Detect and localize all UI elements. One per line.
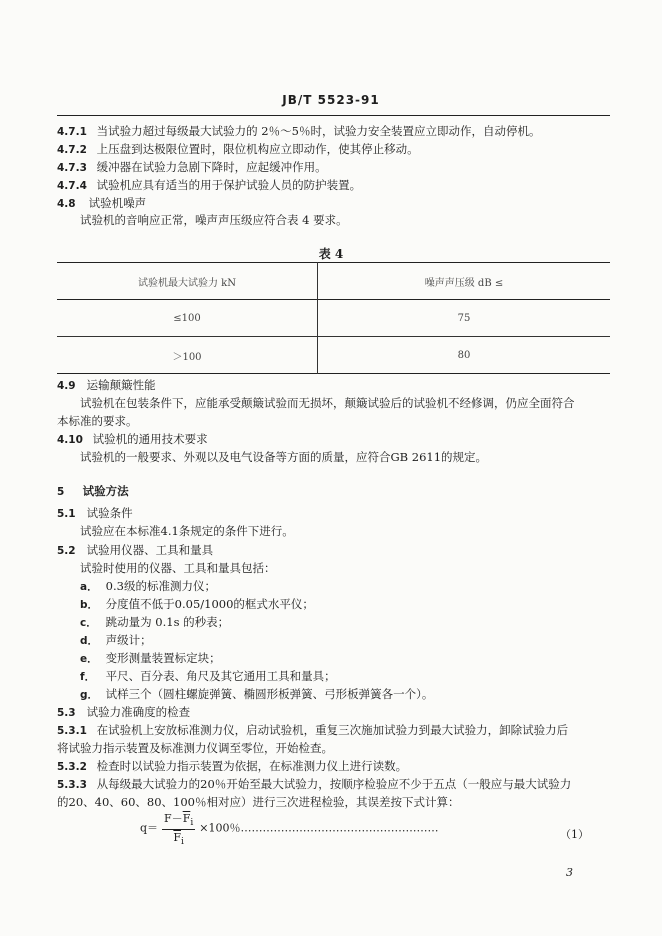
list-item <box>80 651 221 667</box>
paragraph-line: 的20、40、60、80、100％相对应）进行三次进程检验，其误差按下式计算： <box>57 795 460 809</box>
clause-5-3-1 <box>57 723 568 739</box>
formula-numerator-a: F－ <box>164 812 183 825</box>
equation-number: （1） <box>560 828 589 841</box>
paragraph-line: 试验机的一般要求、外观以及电气设备等方面的质量，应符合GB 2611的规定。 <box>80 450 488 464</box>
table-cell: 75 <box>457 312 471 324</box>
list-key: d． <box>80 635 99 647</box>
paragraph-line: 试验应在本标准4.1条规定的条件下进行。 <box>80 524 294 538</box>
clause-4-7-4 <box>57 178 361 194</box>
clause-4-7-2 <box>57 142 419 158</box>
clause-text: 在试验机上安放标准测力仪，启动试验机，重复三次施加试验力到最大试验力，卸除试验力后 <box>96 723 569 737</box>
table-cell: 80 <box>457 349 471 361</box>
list-item <box>80 687 433 703</box>
list-key: g． <box>80 689 99 701</box>
noise-table <box>57 262 610 374</box>
clause-number: 4.8 <box>57 198 76 210</box>
clause-text: 缓冲器在试验力急剧下降时，应起缓冲作用。 <box>96 160 327 174</box>
list-item <box>80 597 314 613</box>
list-key: a． <box>80 581 98 593</box>
clause-number: 4.9 <box>57 380 76 392</box>
list-text: 分度值不低于0.05/1000的框式水平仪； <box>105 597 314 611</box>
list-text: 变形测量装置标定块； <box>105 651 221 665</box>
list-text: 声级计； <box>105 633 152 647</box>
list-item <box>80 579 216 595</box>
table-cell: ≤100 <box>57 300 318 337</box>
formula-numerator-b: $\overline{F}$ <box>182 812 191 825</box>
section-number: 5 <box>57 486 65 498</box>
list-key: f． <box>80 671 96 683</box>
formula-tail: ×100％……………………………………………… <box>199 821 439 835</box>
clause-4-10 <box>57 432 208 448</box>
header-rule <box>57 115 610 116</box>
clause-number: 4.7.1 <box>57 126 87 138</box>
list-text: 跳动量为 0.1s 的秒表； <box>105 615 230 629</box>
error-formula <box>140 810 438 847</box>
clause-4-9 <box>57 378 156 394</box>
clause-title: 试验机的通用技术要求 <box>92 432 208 446</box>
clause-5-1 <box>57 506 133 522</box>
list-text: 平尺、百分表、角尺及其它通用工具和量具； <box>105 669 336 683</box>
clause-text: 上压盘到达极限位置时，限位机构应立即动作，使其停止移动。 <box>96 142 419 156</box>
clause-5-3-2 <box>57 759 407 775</box>
page-number: 3 <box>566 866 573 879</box>
formula-lhs: q＝ <box>140 821 159 835</box>
table-header-cell: 噪声声压级 dB ≤ <box>424 277 504 289</box>
clause-text: 从每级最大试验力的20％开始至最大试验力，按顺序检验应不少于五点（一般应与最大试验力 <box>96 777 572 791</box>
list-item <box>80 669 336 685</box>
clause-4-8 <box>57 196 146 212</box>
table-caption: 表 4 <box>318 247 344 261</box>
clause-number: 4.7.3 <box>57 162 87 174</box>
paragraph-line: 试验机在包装条件下，应能承受颠簸试验而无损坏，颠簸试验后的试验机不经修调，仍应全面符合 <box>80 396 575 410</box>
clause-4-7-3 <box>57 160 327 176</box>
clause-title: 试验力准确度的检查 <box>86 705 191 719</box>
clause-number: 5.3 <box>57 707 76 719</box>
clause-number: 5.3.2 <box>57 761 87 773</box>
table-header-cell: 试验机最大试验力 kN <box>57 263 318 300</box>
formula-subscript: i <box>190 817 194 829</box>
formula-denominator: $\overline{F}$ <box>173 831 181 845</box>
list-key: c． <box>80 617 97 629</box>
list-key: e． <box>80 653 98 665</box>
clause-number: 5.2 <box>57 545 76 557</box>
paragraph-line: 将试验力指示装置及标准测力仪调至零位，开始检查。 <box>57 741 333 755</box>
clause-title: 运输颠簸性能 <box>86 378 156 392</box>
list-key: b． <box>80 599 99 611</box>
paragraph-line: 本标准的要求。 <box>57 414 138 428</box>
list-text: 试样三个（圆柱螺旋弹簧、椭圆形板弹簧、弓形板弹簧各一个）。 <box>105 687 434 701</box>
clause-title: 试验用仪器、工具和量具 <box>86 543 214 557</box>
clause-number: 5.1 <box>57 508 76 520</box>
clause-text: 试验机应具有适当的用于保护试验人员的防护装置。 <box>96 178 362 192</box>
clause-4-7-1 <box>57 124 540 140</box>
clause-title: 试验条件 <box>86 506 133 520</box>
clause-number: 4.7.2 <box>57 144 87 156</box>
clause-text: 检查时以试验力指示装置为依据，在标准测力仪上进行读数。 <box>96 759 408 773</box>
table-row <box>57 337 610 374</box>
table-row <box>57 300 610 337</box>
clause-title: 试验机噪声 <box>88 196 147 210</box>
list-item <box>80 615 229 631</box>
section-title: 试验方法 <box>82 484 129 498</box>
formula-fraction <box>162 810 195 847</box>
formula-subscript: i <box>181 836 184 848</box>
table-cell: ＞100 <box>57 337 318 374</box>
section-5 <box>57 484 129 500</box>
clause-text: 当试验力超过每级最大试验力的 2％～5％时，试验力安全装置应立即动作，自动停机。 <box>96 124 541 138</box>
list-text: 0.3级的标准测力仪； <box>105 579 216 593</box>
page-header: JB/T 5523-91 <box>282 93 380 107</box>
clause-number: 4.7.4 <box>57 180 87 192</box>
clause-number: 5.3.3 <box>57 779 87 791</box>
list-item <box>80 633 152 649</box>
clause-5-3 <box>57 705 190 721</box>
clause-5-3-3 <box>57 777 571 793</box>
clause-5-2 <box>57 543 213 559</box>
clause-number: 5.3.1 <box>57 725 87 737</box>
clause-number: 4.10 <box>57 434 83 446</box>
paragraph-line: 试验时使用的仪器、工具和量具包括： <box>80 561 276 575</box>
table-header-row <box>57 263 610 300</box>
paragraph-4-8: 试验机的音响应正常，噪声声压级应符合表 4 要求。 <box>80 213 348 227</box>
